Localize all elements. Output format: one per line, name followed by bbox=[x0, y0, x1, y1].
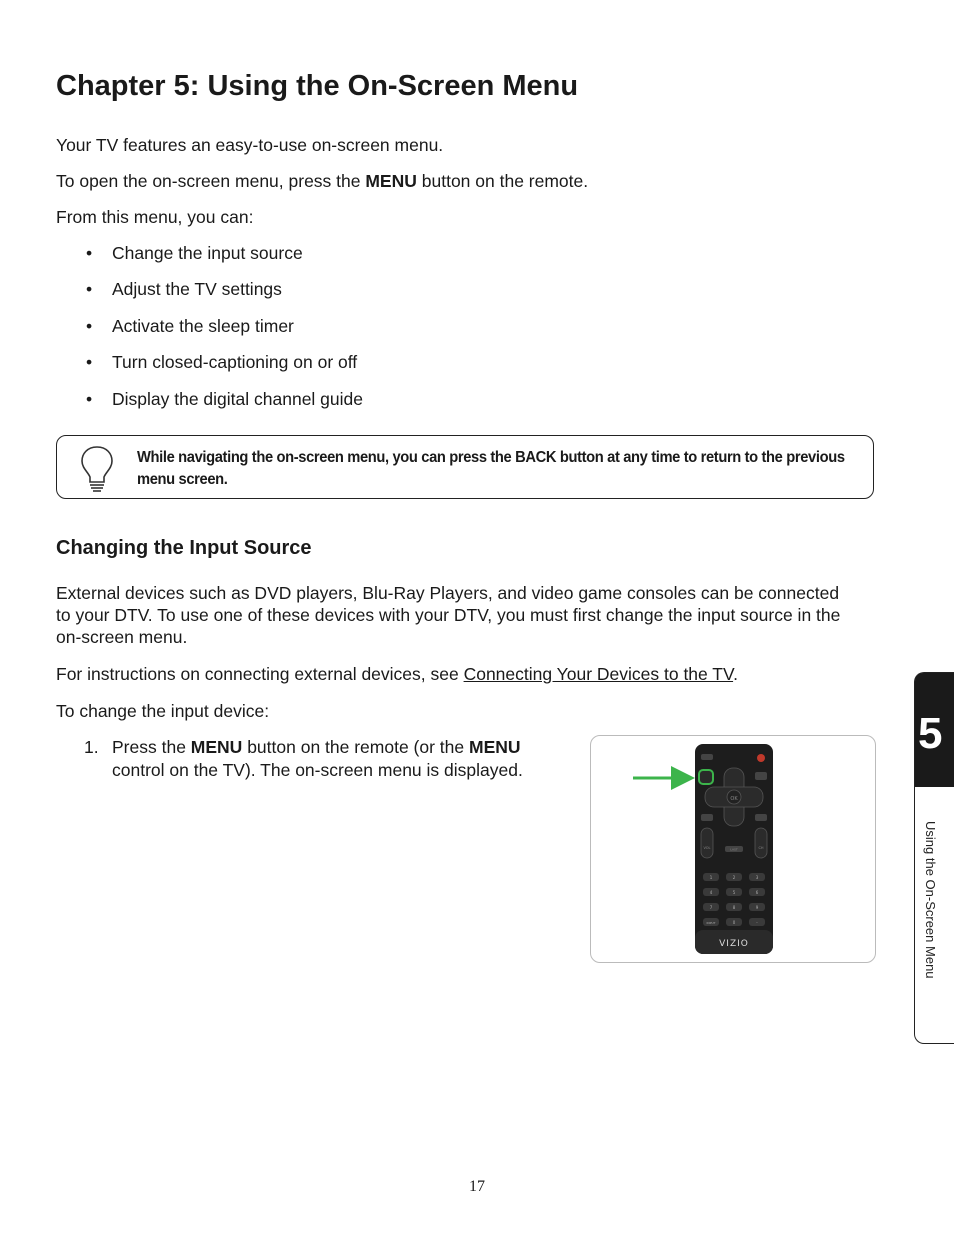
section-paragraph-3: To change the input device: bbox=[56, 701, 270, 721]
ok-label: OK bbox=[730, 796, 738, 802]
ch-label: CH bbox=[758, 846, 764, 850]
chapter-number-block bbox=[915, 673, 954, 787]
menu-keyword: MENU bbox=[365, 171, 417, 191]
list-item-text: Activate the sleep timer bbox=[112, 316, 294, 336]
svg-text:2: 2 bbox=[732, 875, 736, 880]
svg-text:8: 8 bbox=[732, 905, 736, 910]
menu-keyword: MENU bbox=[469, 737, 521, 757]
list-item bbox=[86, 388, 363, 410]
power-button bbox=[757, 754, 765, 762]
list-item bbox=[86, 315, 294, 337]
step-text-part: Press the bbox=[112, 737, 191, 757]
list-item bbox=[86, 278, 282, 300]
list-item-text: Adjust the TV settings bbox=[112, 279, 282, 299]
chapter-tab-label: Using the On-Screen Menu bbox=[923, 821, 938, 979]
step-text bbox=[112, 736, 564, 782]
bullet-dot: • bbox=[86, 389, 93, 409]
svg-text:7: 7 bbox=[709, 905, 713, 910]
intro-paragraph-1: Your TV features an easy-to-use on-screen menu. bbox=[56, 135, 444, 155]
svg-text:-: - bbox=[756, 920, 758, 925]
svg-text:5: 5 bbox=[732, 890, 736, 895]
intro-paragraph-3: From this menu, you can: bbox=[56, 207, 254, 227]
svg-text:3: 3 bbox=[755, 875, 759, 880]
page-title: Chapter 5: Using the On-Screen Menu bbox=[56, 70, 579, 102]
step-text-part: button on the remote (or the bbox=[242, 737, 469, 757]
remote-brand-logo: VIZIO bbox=[719, 939, 749, 949]
remote-illustration-box bbox=[590, 735, 876, 963]
section-paragraph-1: External devices such as DVD players, Blu-Ray Players, and video game consoles can be connected to your DTV. To use one of these devices with your DTV, you must first change the input source in the on-screen menu. bbox=[56, 583, 841, 647]
svg-text:6: 6 bbox=[755, 890, 759, 895]
step-item bbox=[84, 736, 564, 782]
step-number: 1. bbox=[84, 737, 99, 757]
section-text: . bbox=[733, 664, 738, 684]
list-item-text: Turn closed-captioning on or off bbox=[112, 352, 358, 372]
lightbulb-icon bbox=[79, 444, 115, 494]
svg-text:4: 4 bbox=[709, 890, 713, 895]
bullet-dot: • bbox=[86, 316, 93, 336]
svg-text:9: 9 bbox=[755, 905, 759, 910]
tip-note-text: While navigating the on-screen menu, you can press the BACK button at any time to return to the previous menu screen. bbox=[137, 449, 845, 488]
menu-button bbox=[699, 770, 713, 784]
intro-paragraph-2 bbox=[56, 170, 856, 192]
svg-text:INPUT: INPUT bbox=[706, 921, 716, 925]
connecting-devices-link[interactable]: Connecting Your Devices to the TV bbox=[463, 664, 734, 684]
section-text: For instructions on connecting external devices, see bbox=[56, 664, 464, 684]
list-item bbox=[86, 242, 303, 264]
section-paragraph-2 bbox=[56, 663, 856, 685]
last-label: LAST bbox=[730, 847, 738, 852]
page-number: 17 bbox=[469, 1178, 485, 1195]
svg-text:1: 1 bbox=[709, 875, 713, 880]
chapter-number: 5 bbox=[918, 709, 943, 758]
menu-keyword: MENU bbox=[190, 737, 243, 757]
remote-illustration bbox=[591, 736, 875, 962]
list-item-text: Change the input source bbox=[112, 243, 303, 263]
section-heading: Changing the Input Source bbox=[56, 537, 312, 559]
step-text-part: control on the TV). The on-screen menu is displayed. bbox=[112, 760, 523, 780]
chapter-side-tab bbox=[914, 672, 954, 1044]
bullet-dot: • bbox=[86, 243, 93, 263]
list-item-text: Display the digital channel guide bbox=[112, 389, 363, 409]
intro-text: button on the remote. bbox=[416, 171, 589, 191]
vol-label: VOL bbox=[703, 846, 711, 850]
svg-text:0: 0 bbox=[732, 920, 736, 925]
bullet-dot: • bbox=[86, 352, 93, 372]
list-item bbox=[86, 351, 357, 373]
bullet-dot: • bbox=[86, 279, 93, 299]
tip-note-box bbox=[56, 435, 874, 499]
intro-text: To open the on-screen menu, press the bbox=[56, 171, 366, 191]
